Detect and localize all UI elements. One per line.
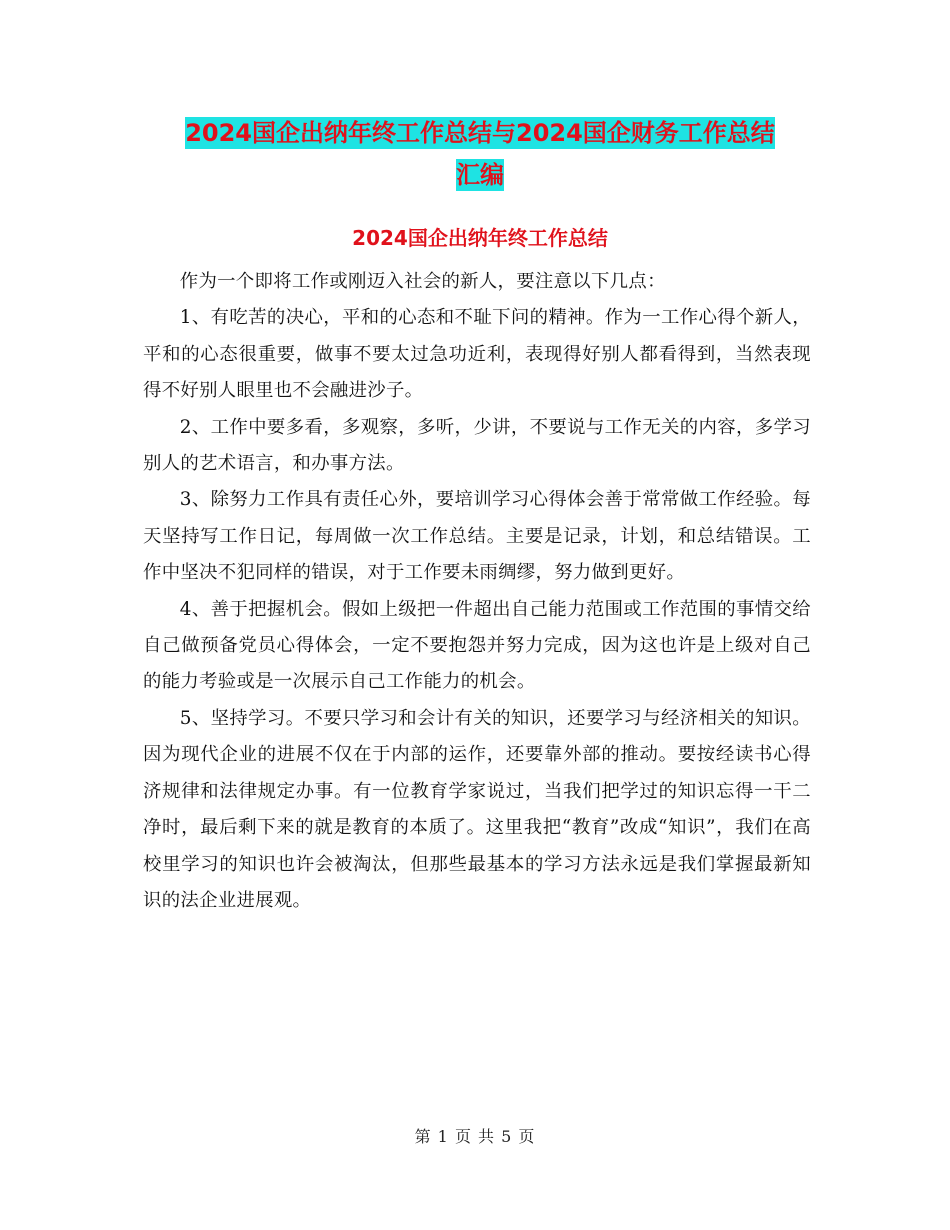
document-body <box>143 264 811 919</box>
paragraph-point-4: 4、善于把握机会。假如上级把一件超出自己能力范围或工作范围的事情交给自己做预备党员心得体会，一定不要抱怨并努力完成，因为这也许是上级对自己的能力考验或是一次展示自己工作能力的机会。 <box>143 598 811 693</box>
paragraph-point-5: 5、坚持学习。不要只学习和会计有关的知识，还要学习与经济相关的知识。因为现代企业的进展不仅在于内部的运作，还要靠外部的推动。要按经读书心得济规律和法律规定办事。有一位教育学家说过，当我们把学过的知识忘得一干二净时，最后剩下来的就是教育的本质了。这里我把“教育”改成“知识”，我们在高校里学习的知识也许会被淘汰，但那些最基本的学习方法永远是我们掌握最新知识的法企业进展观。 <box>143 707 811 911</box>
page-footer: 第 1 页 共 5 页 <box>414 1127 536 1146</box>
paragraph-point-2: 2、工作中要多看，多观察，多听，少讲，不要说与工作无关的内容，多学习别人的艺术语言，和办事方法。 <box>143 416 811 475</box>
document-title-line-2: 汇编 <box>456 161 504 189</box>
paragraph-point-1: 1、有吃苦的决心，平和的心态和不耻下问的精神。作为一工作心得个新人，平和的心态很重要，做事不要太过急功近利，表现得好别人都看得到，当然表现得不好别人眼里也不会融进沙子。 <box>143 307 811 402</box>
document-title <box>140 112 820 196</box>
document-title-line-1: 2024国企出纳年终工作总结与2024国企财务工作总结 <box>185 119 775 147</box>
paragraph-point-3: 3、除努力工作具有责任心外，要培训学习心得体会善于常常做工作经验。每天坚持写工作日记，每周做一次工作总结。主要是记录，计划，和总结错误。工作中坚决不犯同样的错误，对于工作要未雨绸缪，努力做到更好。 <box>143 489 811 584</box>
paragraph-intro: 作为一个即将工作或刚迈入社会的新人，要注意以下几点： <box>179 271 666 292</box>
section-title: 2024国企出纳年终工作总结 <box>352 226 608 250</box>
